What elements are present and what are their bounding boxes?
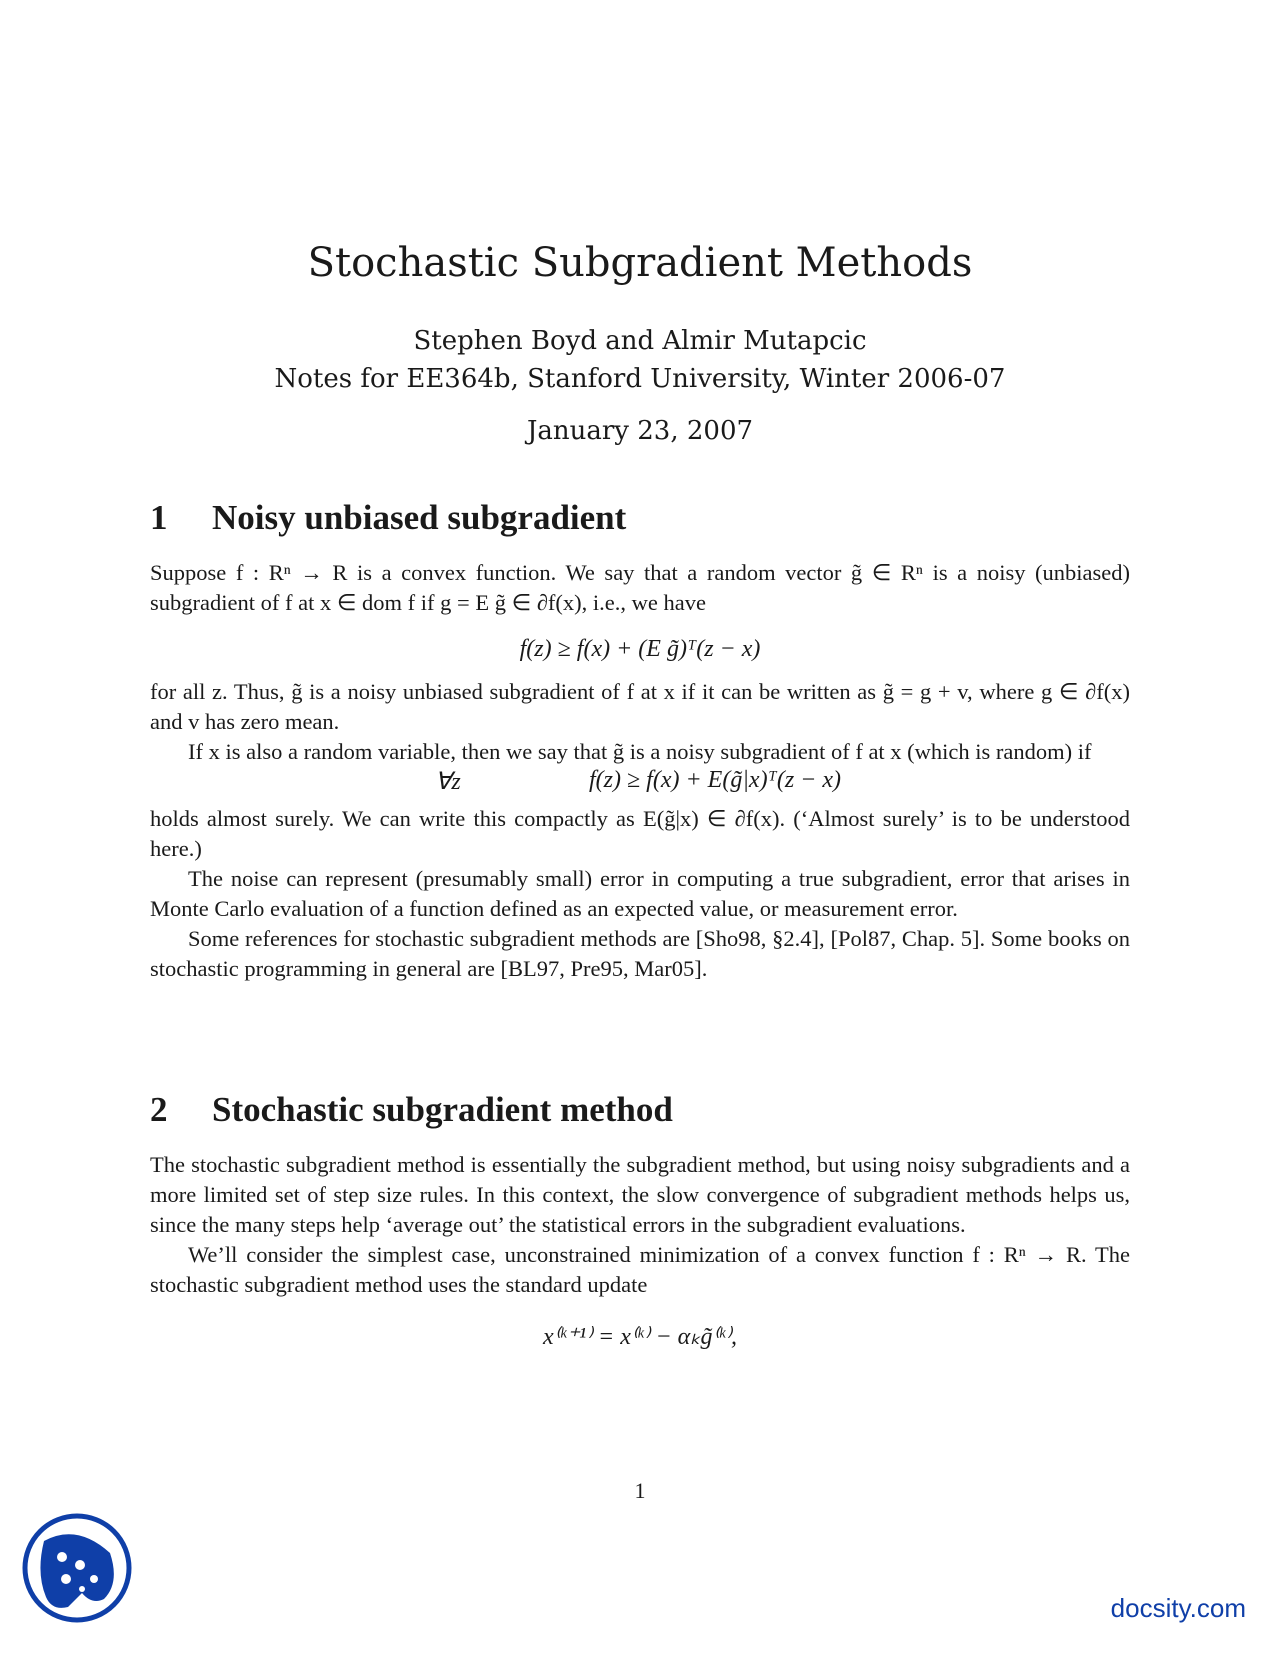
- section-heading-2: [150, 1090, 1130, 1130]
- paragraph: We’ll consider the simplest case, unconstrained minimization of a convex function f : Rⁿ → R. The stochastic subgradient method uses the standard update: [150, 1242, 1130, 1297]
- section-number: 2: [150, 1090, 168, 1129]
- docsity-logo-icon[interactable]: [22, 1513, 132, 1623]
- authors: Stephen Boyd and Almir Mutapcic: [413, 326, 867, 356]
- equation: f(z) ≥ f(x) + (E g̃)ᵀ(z − x): [519, 636, 761, 662]
- paragraph: If x is also a random variable, then we say that g̃ is a noisy subgradient of f at x (which is random) if: [188, 739, 1092, 764]
- paragraph: for all z. Thus, g̃ is a noisy unbiased subgradient of f at x if it can be written as g̃ = g + v, where g ∈ ∂f(x) and v has zero mean.: [150, 679, 1130, 734]
- page-number: 1: [634, 1478, 646, 1503]
- author-block: [0, 322, 1280, 398]
- paragraph: The noise can represent (presumably small) error in computing a true subgradient, error that arises in Monte Carlo evaluation of a function defined as an expected value, or measurement error.: [150, 866, 1130, 921]
- course-line: Notes for EE364b, Stanford University, Winter 2006-07: [274, 364, 1006, 394]
- section-number: 1: [150, 498, 168, 537]
- section-1-body: [150, 558, 1130, 984]
- section-heading-1: [150, 498, 1130, 538]
- paper-title: Stochastic Subgradient Methods: [307, 240, 973, 286]
- paragraph: Suppose f : Rⁿ → R is a convex function. We say that a random vector g̃ ∈ Rⁿ is a noisy (unbiased) subgradient of f at x ∈ dom f if g = E g̃ ∈ ∂f(x), i.e., we have: [150, 560, 1130, 615]
- section-2-body: [150, 1150, 1130, 1351]
- paper-date: January 23, 2007: [526, 416, 754, 446]
- paragraph: The stochastic subgradient method is essentially the subgradient method, but using noisy subgradients and a more limited set of step size rules. In this context, the slow convergence of subgradient methods helps us, since the many steps help ‘average out’ the statistical errors in the subgradient evaluations.: [150, 1152, 1130, 1237]
- equation: x⁽ᵏ⁺¹⁾ = x⁽ᵏ⁾ − αₖg̃⁽ᵏ⁾,: [543, 1324, 737, 1350]
- paragraph: holds almost surely. We can write this compactly as E(g̃|x) ∈ ∂f(x). (‘Almost surely’ is to be understood here.): [150, 806, 1130, 861]
- equation-quantifier: ∀z: [435, 769, 461, 795]
- section-title: Stochastic subgradient method: [212, 1090, 673, 1129]
- paragraph: Some references for stochastic subgradient methods are [Sho98, §2.4], [Pol87, Chap. 5]. Some books on stochastic programming in general are [BL97, Pre95, Mar05].: [150, 926, 1130, 981]
- docsity-brand-link[interactable]: docsity.com: [1110, 1593, 1246, 1623]
- equation: [150, 767, 1130, 794]
- section-title: Noisy unbiased subgradient: [212, 498, 627, 537]
- equation-body: f(z) ≥ f(x) + E(g̃|x)ᵀ(z − x): [589, 767, 841, 793]
